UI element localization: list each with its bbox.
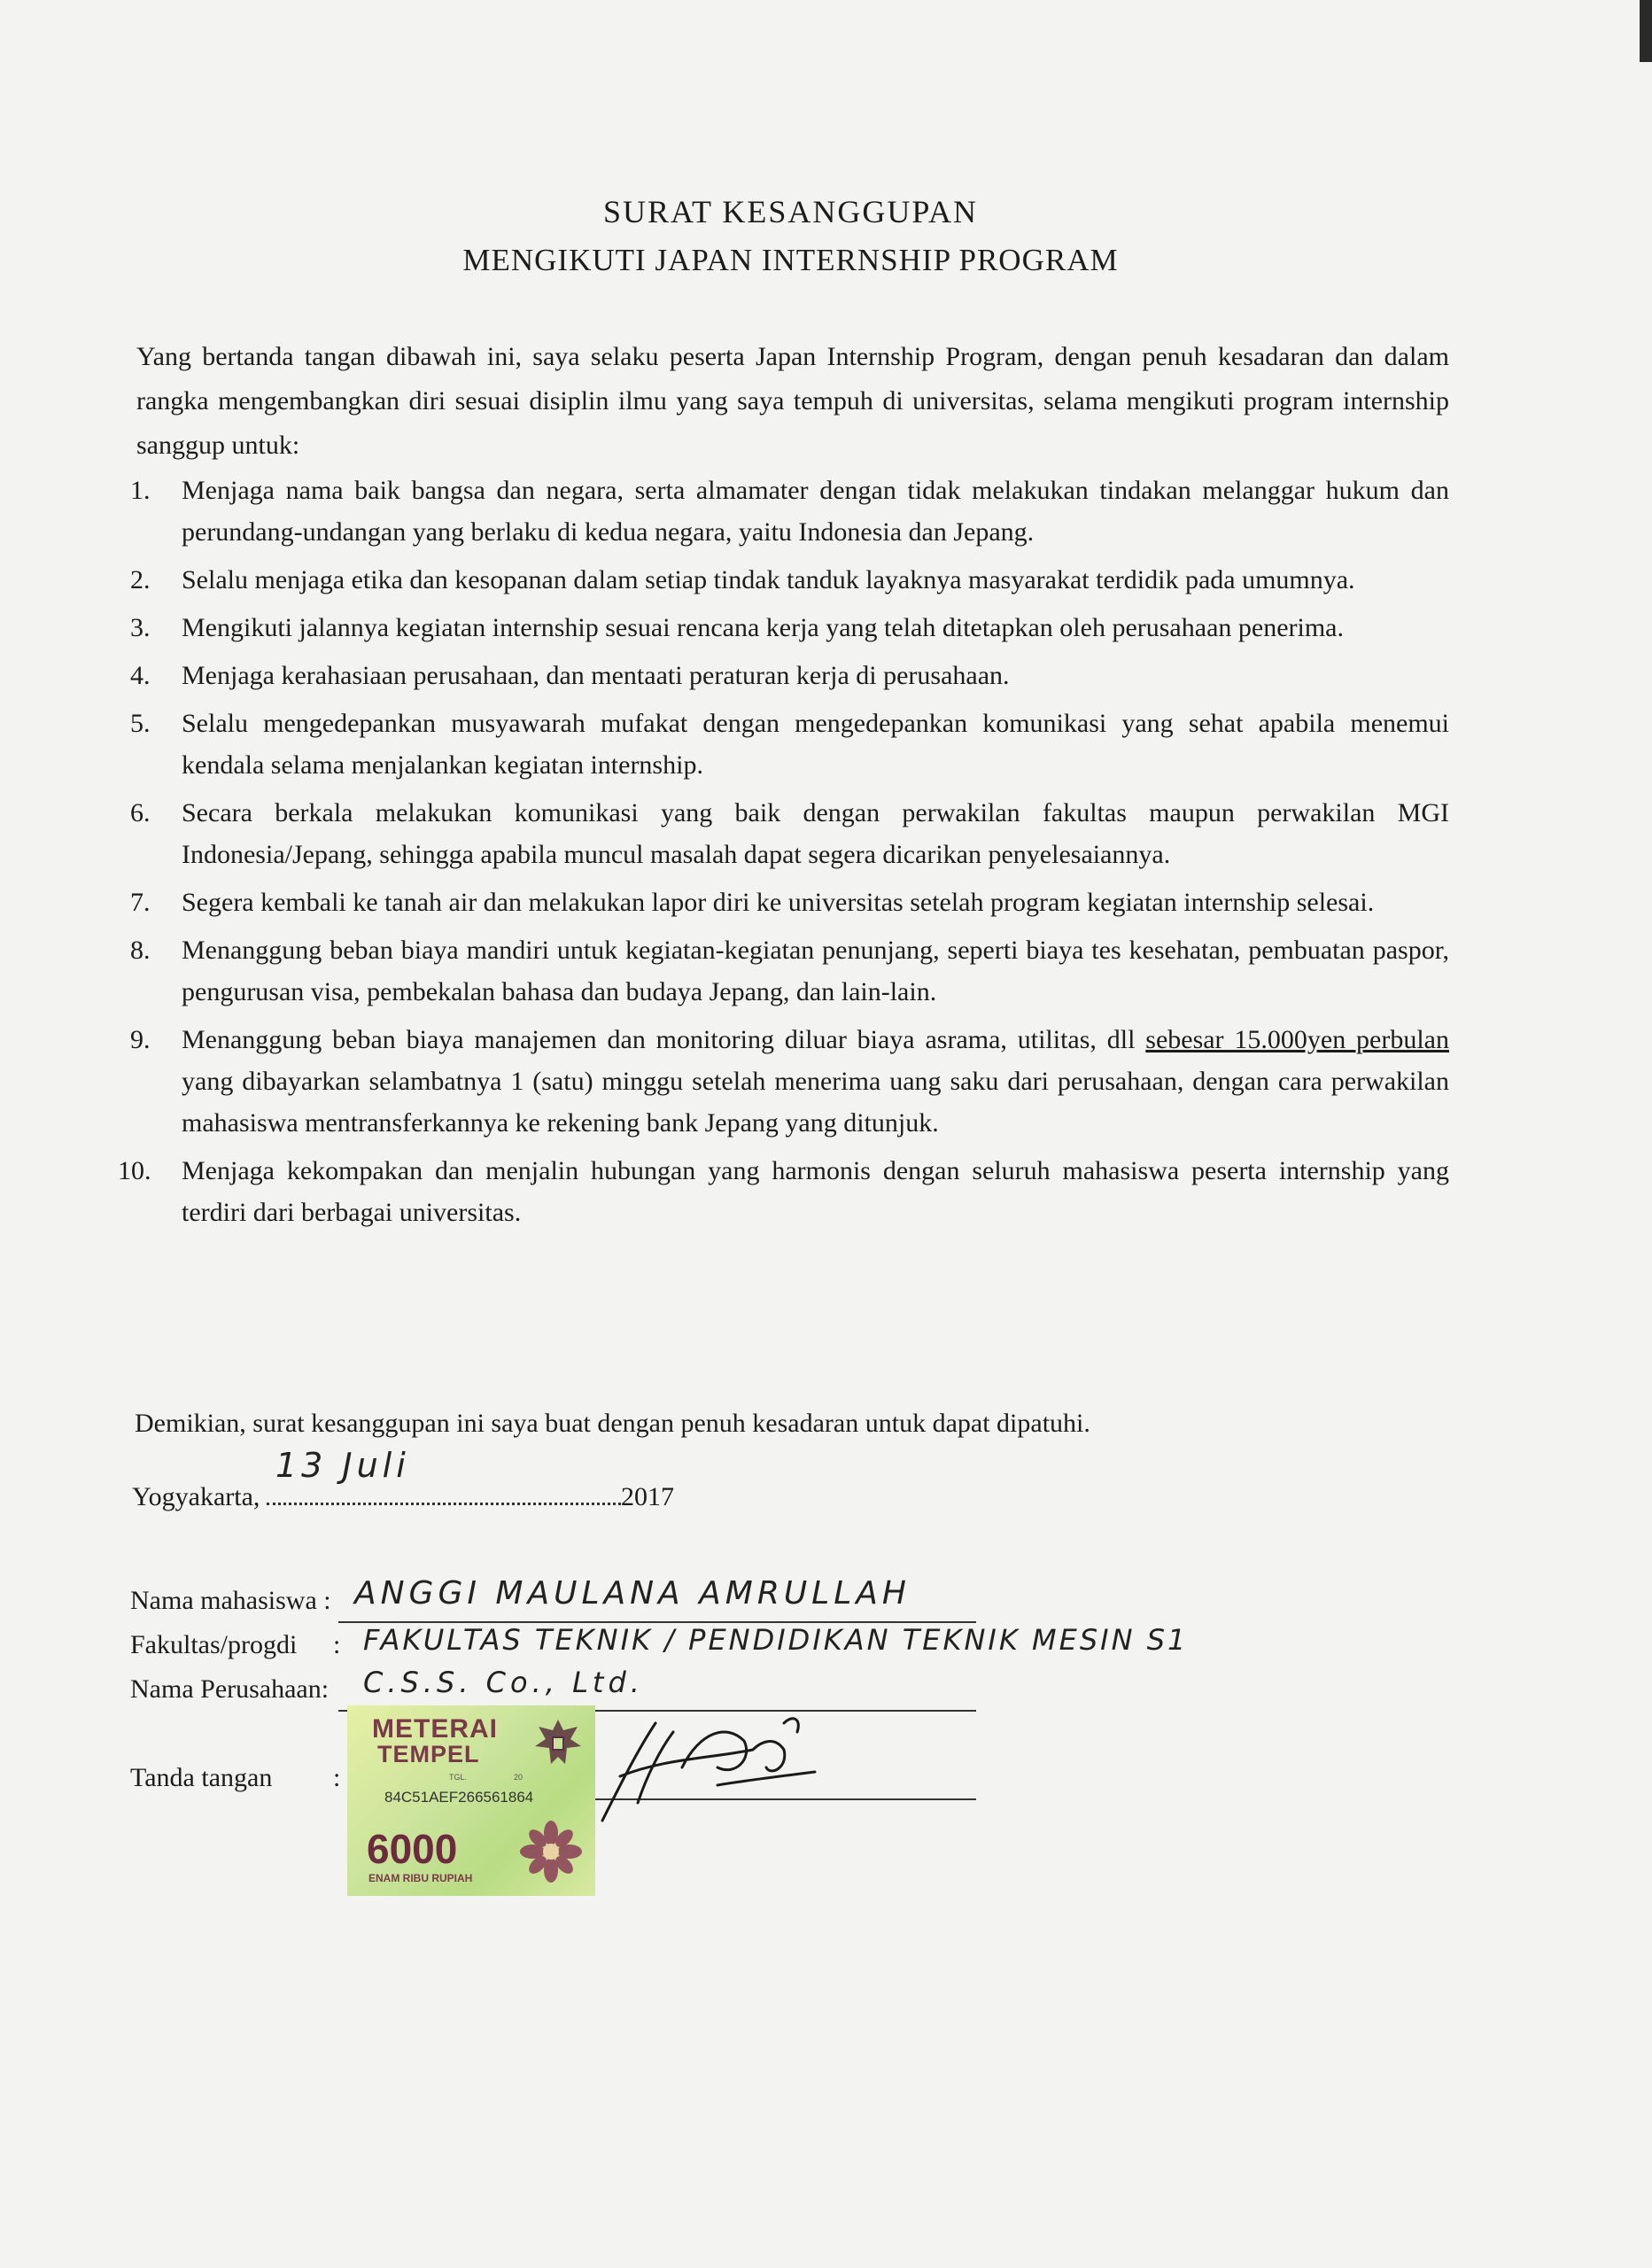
place-label: Yogyakarta, [132, 1482, 260, 1511]
faculty-label: Fakultas/progdi [130, 1630, 298, 1659]
name-label: Nama mahasiswa : [130, 1586, 331, 1615]
date-fill-line [267, 1446, 621, 1505]
item-text: Segera kembali ke tanah air dan melakukan lapor diri ke universitas setelah program kegiatan internship selesai. [182, 888, 1375, 917]
list-item [130, 792, 1449, 875]
item-number: 5. [130, 709, 151, 738]
item-text-continued: yang dibayarkan selambatnya 1 (satu) minggu setelah menerima uang saku dari perusahaan, dengan cara perwakilan mahasiswa mentransferkannya ke rekening bank Jepang yang ditunjuk. [182, 1067, 1449, 1138]
item-text: Menanggung beban biaya mandiri untuk kegiatan-kegiatan penunjang, seperti biaya tes kesehatan, pembuatan paspor, pengurusan visa, pembekalan bahasa dan budaya Jepang, dan lain-lain. [182, 936, 1449, 1006]
stamp-title: METERAI [372, 1714, 498, 1744]
item-text: Menjaga kekompakan dan menjalin hubungan yang harmonis dengan seluruh mahasiswa peserta internship yang terdiri dari berbagai universitas. [182, 1156, 1449, 1227]
item-number: 4. [130, 661, 151, 690]
item-number: 9. [130, 1025, 151, 1054]
item-text: Selalu mengedepankan musyawarah mufakat dengan mengedepankan komunikasi yang sehat apabila menemui kendala selama menjalankan kegiatan internship. [182, 709, 1449, 780]
date-year: 2017 [620, 1482, 674, 1511]
list-item [118, 1150, 1449, 1233]
signature-colon: : [333, 1763, 341, 1792]
item-text: Menjaga kerahasiaan perusahaan, dan mentaati peraturan kerja di perusahaan. [182, 661, 1010, 690]
stamp-value-words: ENAM RIBU RUPIAH [368, 1872, 473, 1884]
document-subtitle: MENGIKUTI JAPAN INTERNSHIP PROGRAM [462, 243, 1119, 277]
flower-ornament-icon [520, 1821, 582, 1883]
item-number: 8. [130, 936, 151, 965]
item-number: 10. [118, 1156, 151, 1185]
item-text: Menanggung beban biaya manajemen dan monitoring diluar biaya asrama, utilitas, dll [182, 1025, 1146, 1054]
stamp-subtitle: TEMPEL [377, 1741, 480, 1767]
list-item [130, 882, 1449, 923]
handwritten-date: 13 Juli [275, 1446, 410, 1485]
item-number: 1. [130, 476, 151, 505]
item-text: Selalu menjaga etika dan kesopanan dalam setiap tindak tanduk layaknya masyarakat terdidik pada umumnya. [182, 565, 1355, 594]
stamp-serial: 84C51AEF266561864 [384, 1789, 534, 1806]
list-item [130, 470, 1449, 553]
item-number: 7. [130, 888, 151, 917]
faculty-colon: : [333, 1630, 341, 1659]
intro-paragraph: Yang bertanda tangan dibawah ini, saya selaku peserta Japan Internship Program, dengan penuh kesadaran dan dalam rangka mengembangkan diri sesuai disiplin ilmu yang saya tempuh di universitas, selama mengikuti program internship sanggup untuk: [136, 342, 1449, 460]
list-item [130, 655, 1449, 696]
signature-mark [585, 1697, 833, 1838]
item-text: Mengikuti jalannya kegiatan internship sesuai rencana kerja yang telah ditetapkan oleh perusahaan penerima. [182, 613, 1344, 642]
item-number: 3. [130, 613, 151, 642]
commitment-list [118, 470, 1449, 1239]
signature-label: Tanda tangan [130, 1763, 273, 1792]
list-item [130, 703, 1449, 786]
scan-edge [1640, 0, 1652, 62]
list-item [130, 1019, 1449, 1144]
duty-stamp [347, 1705, 595, 1896]
fee-amount: sebesar 15.000yen perbulan [1145, 1025, 1449, 1054]
name-value: ANGGI MAULANA AMRULLAH [354, 1575, 911, 1612]
list-item [130, 559, 1449, 601]
document-title: SURAT KESANGGUPAN [602, 194, 979, 229]
company-value: C.S.S. Co., Ltd. [363, 1666, 644, 1699]
stamp-value: 6000 [367, 1826, 458, 1872]
stamp-date-label: TGL. [449, 1773, 468, 1782]
item-number: 2. [130, 565, 151, 594]
faculty-value: FAKULTAS TEKNIK / PENDIDIKAN TEKNIK MESIN S1 [363, 1623, 1189, 1657]
item-text: Secara berkala melakukan komunikasi yang baik dengan perwakilan fakultas maupun perwakilan MGI Indonesia/Jepang, sehingga apabila muncul masalah dapat segera dicarikan penyelesaiannya. [182, 798, 1449, 869]
list-item [130, 607, 1449, 649]
date-line [132, 1446, 674, 1512]
stamp-year-mark: 20 [514, 1773, 524, 1782]
item-number: 6. [130, 798, 151, 827]
closing-statement: Demikian, surat kesanggupan ini saya buat dengan penuh kesadaran untuk dapat dipatuhi. [135, 1409, 1090, 1438]
item-text: Menjaga nama baik bangsa dan negara, serta almamater dengan tidak melakukan tindakan melanggar hukum dan perundang-undangan yang berlaku di kedua negara, yaitu Indonesia dan Jepang. [182, 476, 1449, 547]
list-item [130, 929, 1449, 1013]
garuda-emblem-icon [531, 1713, 585, 1775]
company-label: Nama Perusahaan: [130, 1674, 330, 1704]
